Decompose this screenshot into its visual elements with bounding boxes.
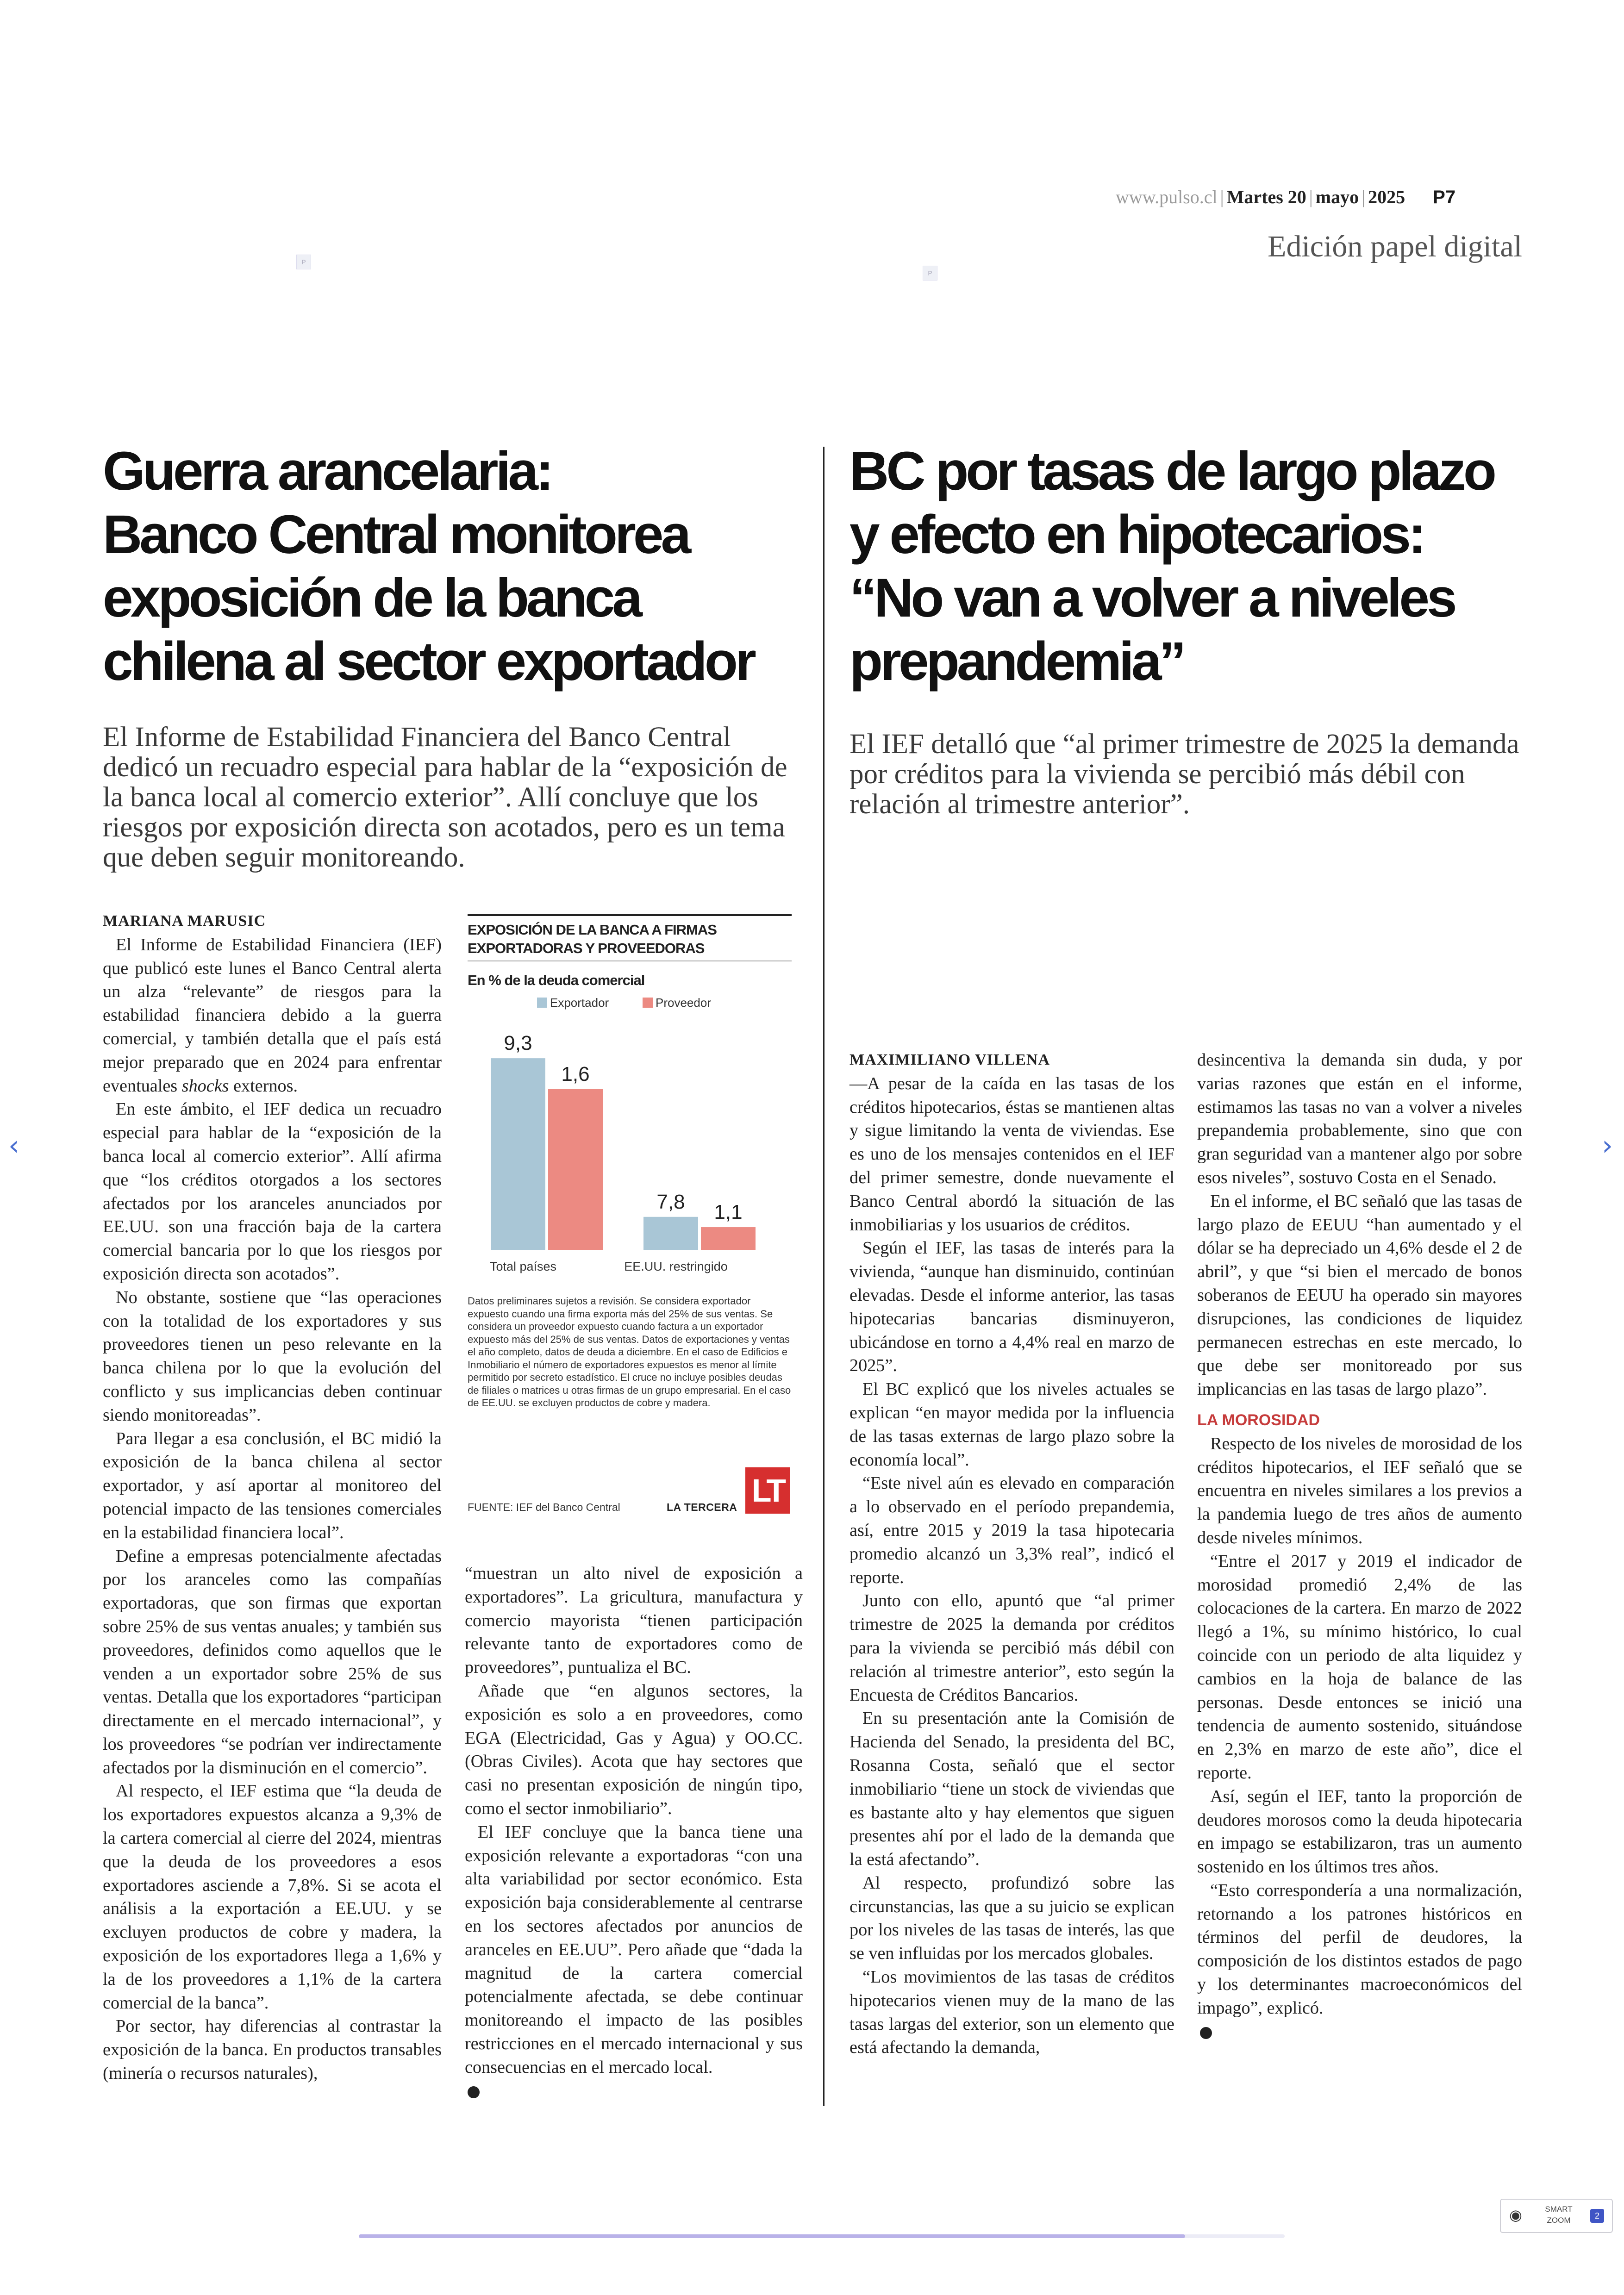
paragraph: Al respecto, profundizó sobre las circunstancias, las que a su juicio se explican por los niveles de las tasas de interés, las que se ven influidas por los mercados globales. [849, 1873, 1174, 1964]
next-page-icon[interactable]: › [1602, 1129, 1613, 1162]
byline: MARIANA MARUSIC [103, 912, 266, 929]
smart-zoom-label: SMART ZOOM [1545, 2205, 1573, 2225]
page-count-badge: 2 [1590, 2209, 1604, 2223]
chart-source: FUENTE: IEF del Banco Central [468, 1501, 620, 1513]
bar-proveedor-eeuu [701, 1227, 756, 1250]
category-label-total: Total países [489, 1260, 557, 1273]
paragraph: En su presentación ante la Comisión de Hacienda del Senado, la presidenta del BC, Rosanna Costa, señaló que el sector inmobiliario “tiene un stock de viviendas que es bastante alto y hay elementos que siguen presentes ahí por el lado de la demanda que la está afectando”. [849, 1709, 1174, 1870]
left-deck: El Informe de Estabilidad Financiera del Banco Central dedicó un recuadro especial para hablar de la “exposición de la banca local al comercio exterior”. Allí concluye que los riesgos por exposición directa son acotados, pero es un tema que deben seguir monitoreando. [103, 722, 787, 873]
chart-credit: LA TERCERA [667, 1501, 737, 1513]
bar-value-label: 9,3 [504, 1032, 532, 1055]
end-of-article-icon [468, 2086, 480, 2098]
paragraph: —A pesar de la caída en las tasas de los créditos hipotecarios, éstas se mantienen altas y sigue limitando la venta de viviendas. Ese es uno de los mensajes contenidos en el IEF del primer semestre, donde nuevamente el Banco Central abordó la situación de las inmobiliarias y los usuarios de créditos. [849, 1073, 1174, 1235]
paragraph: Para llegar a esa conclusión, el BC midió la exposición de la banca chilena al sector exportador, y así aportar al monitoreo del potencial impacto de las tensiones comerciales en la estabilidad financiera local”. [103, 1428, 442, 1542]
bar-value-label: 1,1 [714, 1201, 743, 1224]
page-header-line: www.pulso.cl | Martes 20 | mayo | 2025 P7 [1116, 187, 1456, 207]
eye-icon: ◉ [1509, 2206, 1522, 2224]
paragraph: El Informe de Estabilidad Financiera (IEF) que publicó este lunes el Banco Central alerta un alza “relevante” de riesgos para la estabilidad financiera debido a la guerra comercial, y también detalla que el país está mejor preparado que en 2024 para enfrentar eventuales shocks externos. [103, 935, 442, 1096]
chart-subtitle: En % de la deuda comercial [468, 972, 645, 988]
legend-swatch-proveedor [643, 998, 653, 1008]
end-of-article-icon [1200, 2027, 1212, 2039]
paragraph: “Los movimientos de las tasas de créditos hipotecarios vienen muy de la mano de las tasas largas del exterior, son un elemento que está afectando la demanda, [849, 1967, 1174, 2058]
legend-label-exportador: Exportador [550, 996, 609, 1010]
chart-title: EXPOSICIÓN DE LA BANCA A FIRMAS EXPORTADORAS Y PROVEEDORAS [468, 922, 717, 956]
paragraph: El IEF concluye que la banca tiene una exposición relevante a exportadoras “con una alta variabilidad por sector económico. Esta exposición baja considerablemente al centrarse en los sectores afectados por anuncios de aranceles en EE.UU”. Pero añade que “dada la magnitud de la cartera comercial potencialmente afectada, se debe continuar monitoreando el impacto de las posibles restricciones en el mercado internacional y sus consecuencias en el mercado local. [465, 1822, 803, 2077]
header-day: Martes 20 [1226, 187, 1306, 207]
scrollbar-thumb[interactable] [359, 2234, 1185, 2238]
right-deck: El IEF detalló que “al primer trimestre de 2025 la demanda por créditos para la vivienda se percibió más débil con relación al trimestre anterior”. [849, 729, 1519, 820]
chart-divider [468, 960, 792, 961]
page-number: P7 [1433, 187, 1456, 207]
chart-plot [468, 993, 792, 1285]
left-article-column-2 [465, 1562, 803, 2102]
paragraph: No obstante, sostiene que “las operaciones con la totalidad de los exportadores y sus proveedores tienen un peso relevante en la banca chilena por lo que la evolución del conflicto y sus implicancias deben continuar siendo monitoreadas”. [103, 1287, 442, 1425]
paragraph: Añade que “en algunos sectores, la exposición es solo a en proveedores, como EGA (Electricidad, Gas y Agua) y OO.CC. (Obras Civiles). Acota que hay sectores que casi no presentan exposición de ningún tipo, como el sector inmobiliario”. [465, 1681, 803, 1818]
paragraph: “Entre el 2017 y 2019 el indicador de morosidad promedió 2,4% de las colocaciones de la cartera. En marzo de 2022 llegó a 1%, su mínimo histórico, lo cual coincide con un periodo de alta liquidez y cambios en la hoja de balance de las personas. Desde entonces se inició una tendencia de aumento sostenido, situándose en 2,3% en marzo de este año”, dice el reporte. [1197, 1551, 1522, 1783]
previous-page-icon[interactable]: ‹ [8, 1129, 19, 1162]
bar-exportador-total [491, 1058, 545, 1250]
chart-notes: Datos preliminares sujetos a revisión. Se considera exportador expuesto cuando una firma exporta más del 25% de sus ventas. Se considera un proveedor expuesto cuando factura a un exportador expuesto más del 25% de sus ventas. Datos de exportaciones y ventas el año completo, datos de deuda a diciembre. En el caso de Edificios e Inmobiliario el número de exportadores expuestos es menor al límite permitido por secreto estadístico. El cruce no incluye posibles deudas de filiales o matrices u otras firmas de un grupo empresarial. En el caso de EE.UU. se excluyen productos de cobre y madera. [468, 1295, 791, 1409]
byline: MAXIMILIANO VILLENA [849, 1051, 1050, 1068]
right-article-column-2 [1197, 1048, 1522, 2043]
paragraph: El BC explicó que los niveles actuales se explican “en mayor medida por la influencia de las tasas externas de largo plazo sobre la economía local”. [849, 1379, 1174, 1470]
paragraph: Junto con ello, apuntó que “al primer trimestre de 2025 la demanda por créditos para la vivienda se percibió más débil con relación al trimestre anterior”, esto según la Encuesta de Créditos Bancarios. [849, 1591, 1174, 1705]
bar-value-label: 1,6 [561, 1062, 590, 1085]
paragraph: Al respecto, el IEF estima que “la deuda de los exportadores expuestos alcanza a 9,3% de la cartera comercial al cierre del 2024, mientras que la deuda de los proveedores a esos exportadores asciende a 7,8%. Si se acota el análisis a la exportación a EE.UU. y se excluyen productos de cobre y madera, la exposición de los exportadores llega a 1,6% y la de los proveedores a 1,1% de la cartera comercial de la banca”. [103, 1781, 442, 2013]
paragraph: desincentiva la demanda sin duda, y por varias razones que están en el informe, estimamos las tasas no van a volver a niveles prepandemia probablemente, sino que con gran seguridad van a mantener algo por sobre esos niveles”, sostuvo Costa en el Senado. [1197, 1050, 1522, 1187]
placeholder-marker: P [923, 266, 937, 281]
right-headline: BC por tasas de largo plazo y efecto en hipotecarios: “No van a volver a niveles prepandemia” [849, 441, 1494, 692]
paragraph: “Este nivel aún es elevado en comparación a lo observado en el período prepandemia, así, entre 2015 y 2019 la tasa hipotecaria promedio alcanzó un 3,3% real”, indicó el reporte. [849, 1473, 1174, 1587]
chart-top-rule [468, 914, 792, 916]
smart-zoom-button[interactable] [1500, 2199, 1613, 2233]
edition-label: Edición papel digital [1268, 230, 1522, 263]
paragraph: Define a empresas potencialmente afectadas por los aranceles como las compañías exportadoras, que son firmas que exportan sobre 25% de sus ventas anuales; y también sus proveedores, definidos como aquellos que le venden a un exportador sobre 25% de sus ventas. Detalla que los exportadores “participan directamente en el mercado internacional”, y los proveedores “se podrían ver indirectamente afectados por la disminución en el comercio”. [103, 1546, 442, 1777]
paragraph: “Esto correspondería a una normalización, retornando a los patrones históricos en términos del perfil de deudores, la composición de los distintos estados de pago y los determinantes macroeconómicos del impago”, explicó. [1197, 1880, 1522, 2018]
paragraph: En el informe, el BC señaló que las tasas de largo plazo de EEUU “han aumentado y el dólar se ha depreciado un 4,6% desde el 2 de abril”, y que “si bien el mercado de bonos soberanos de EEUU ha operado sin mayores disrupciones, las condiciones de liquidez permanecen estrechas en este mercado, lo que debe ser monitoreado por sus implicancias en las tasas de largo plazo”. [1197, 1191, 1522, 1399]
right-article-column-1 [849, 1048, 1174, 2059]
paragraph: Así, según el IEF, tanto la proporción de deudores morosos como la deuda hipotecaria en impago se estabilizaron, tras un aumento sostenido en los últimos tres años. [1197, 1786, 1522, 1877]
column-divider [823, 447, 824, 2106]
paragraph: Respecto de los niveles de morosidad de los créditos hipotecarios, el IEF señaló que se encuentra en niveles similares a los previos a la pandemia luego de tres años de aumento desde niveles mínimos. [1197, 1434, 1522, 1547]
bar-value-label: 7,8 [656, 1190, 685, 1213]
legend-label-proveedor: Proveedor [656, 996, 711, 1010]
placeholder-marker: P [296, 255, 311, 269]
paragraph: “muestran un alto nivel de exposición a exportadores”. La gricultura, manufactura y comercio mayorista “tienen participación relevante tanto de exportadores como de proveedores”, puntualiza el BC. [465, 1564, 803, 1678]
left-article-column-1 [103, 910, 442, 2085]
la-tercera-logo: LT [745, 1467, 790, 1514]
paragraph: Según el IEF, las tasas de interés para la vivienda, “aunque han disminuido, continúan elevadas. Desde el informe anterior, las tasas hipotecarias bancarias disminuyeron, ubicándose en torno a 4,4% real en marzo de 2025”. [849, 1238, 1174, 1376]
bar-proveedor-total [548, 1089, 603, 1250]
paragraph: Por sector, hay diferencias al contrastar la exposición de la banca. En productos transables (minería o recursos naturales), [103, 2016, 442, 2083]
legend-swatch-exportador [537, 998, 547, 1008]
left-headline: Guerra arancelaria: Banco Central monitorea exposición de la banca chilena al sector exportador [103, 441, 754, 692]
paragraph: En este ámbito, el IEF dedica un recuadro especial para hablar de la “exposición de la banca local al comercio exterior”. Allí afirma que “los créditos otorgados a los sectores afectados por los aranceles anunciados por EE.UU. son una fracción baja de la cartera comercial bancaria por lo que los riesgos por exposición directa son acotados”. [103, 1099, 442, 1284]
subhead-morosidad: LA MOROSIDAD [1197, 1411, 1320, 1429]
category-label-eeuu: EE.UU. restringido [624, 1260, 728, 1273]
header-month: mayo [1315, 187, 1359, 207]
site-url: www.pulso.cl [1116, 187, 1218, 207]
bar-exportador-eeuu [643, 1217, 698, 1250]
header-year: 2025 [1368, 187, 1405, 207]
